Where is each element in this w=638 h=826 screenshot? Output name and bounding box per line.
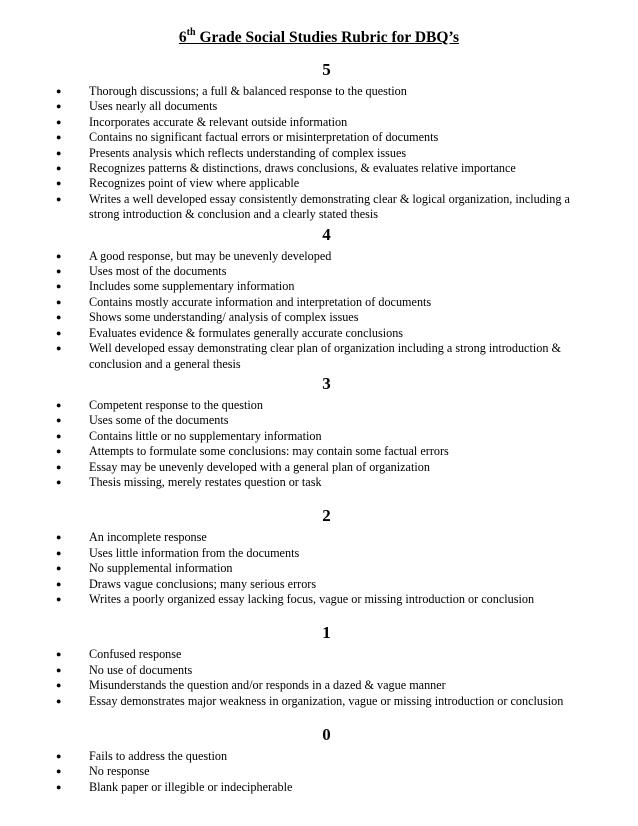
bullet-icon [56, 429, 64, 444]
criteria-item [50, 130, 585, 145]
bullet-icon [56, 530, 64, 545]
criteria-text: Recognizes patterns & distinctions, draws conclusions, & evaluates relative importance [89, 161, 516, 176]
criteria-item [50, 577, 585, 592]
bullet-icon [56, 592, 64, 607]
criteria-item [50, 460, 585, 475]
criteria-item [50, 295, 585, 310]
bullet-icon [56, 99, 64, 114]
criteria-text: No response [89, 764, 150, 779]
criteria-list-4 [50, 249, 585, 372]
criteria-text: Recognizes point of view where applicable [89, 176, 300, 191]
criteria-text: No supplemental information [89, 561, 233, 576]
bullet-icon [56, 115, 64, 130]
criteria-text: Writes a well developed essay consistently demonstrating clear & logical organization, including a strong introduction & conclusion and a clearly stated thesis [89, 191, 570, 222]
criteria-text: Fails to address the question [89, 749, 228, 763]
criteria-list-0 [50, 749, 585, 795]
criteria-item [50, 694, 585, 709]
bullet-icon [56, 192, 64, 207]
bullet-icon [56, 678, 64, 693]
bullet-icon [56, 279, 64, 294]
criteria-item [50, 678, 585, 693]
criteria-item [50, 99, 585, 114]
criteria-text: Presents analysis which reflects understanding of complex issues [89, 145, 407, 160]
bullet-icon [56, 146, 64, 161]
criteria-item [50, 264, 585, 279]
criteria-text: Incorporates accurate & relevant outside information [89, 114, 348, 129]
bullet-icon [56, 84, 64, 99]
title-superscript: th [186, 27, 196, 38]
criteria-text: Evaluates evidence & formulates generally accurate conclusions [89, 325, 404, 340]
bullet-icon [56, 546, 64, 561]
criteria-text: Misunderstands the question and/or responds in a dazed & vague manner [89, 678, 446, 693]
criteria-item [50, 84, 585, 99]
criteria-item [50, 146, 585, 161]
criteria-item [50, 663, 585, 678]
bullet-icon [56, 561, 64, 576]
score-heading-0: 0 [322, 725, 331, 744]
bullet-icon [56, 764, 64, 779]
bullet-icon [56, 326, 64, 341]
title-prefix: 6 [178, 29, 187, 46]
criteria-item [50, 429, 585, 444]
score-heading-4: 4 [322, 224, 331, 244]
criteria-item [50, 341, 585, 372]
criteria-item [50, 647, 585, 662]
bullet-icon [56, 249, 64, 264]
criteria-item [50, 310, 585, 325]
score-heading-1: 1 [322, 623, 331, 643]
criteria-item [50, 398, 585, 413]
title-rest: Grade Social Studies Rubric for DBQ’s [195, 29, 460, 46]
criteria-item [50, 546, 585, 561]
criteria-text: Draws vague conclusions; many serious errors [89, 576, 317, 591]
bullet-icon [56, 130, 64, 145]
score-heading-3: 3 [322, 373, 331, 393]
criteria-text: Confused response [89, 647, 182, 662]
bullet-icon [56, 749, 64, 764]
bullet-icon [56, 475, 64, 490]
criteria-text: Includes some supplementary information [89, 279, 295, 294]
bullet-icon [56, 310, 64, 325]
bullet-icon [56, 398, 64, 413]
bullet-icon [56, 176, 64, 191]
criteria-item [50, 326, 585, 341]
criteria-item [50, 530, 585, 545]
bullet-icon [56, 647, 64, 662]
criteria-text: Thorough discussions; a full & balanced response to the question [89, 84, 407, 98]
criteria-item [50, 444, 585, 459]
criteria-item [50, 176, 585, 191]
criteria-list-3 [50, 398, 585, 490]
criteria-item [50, 764, 585, 779]
criteria-text: No use of documents [89, 662, 193, 677]
criteria-text: Contains mostly accurate information and interpretation of documents [89, 294, 432, 309]
bullet-icon [56, 577, 64, 592]
page-title [0, 28, 638, 48]
criteria-text: Essay demonstrates major weakness in organization, vague or missing introduction or conclusion [89, 693, 564, 708]
bullet-icon [56, 780, 64, 795]
criteria-item [50, 749, 585, 764]
criteria-text: Uses most of the documents [89, 264, 227, 279]
criteria-item [50, 780, 585, 795]
criteria-text: Uses little information from the documents [89, 545, 300, 560]
criteria-item [50, 192, 585, 223]
bullet-icon [56, 264, 64, 279]
score-heading-2: 2 [322, 506, 331, 526]
criteria-text: Writes a poorly organized essay lacking focus, vague or missing introduction or conclusion [89, 591, 535, 606]
score-heading-5: 5 [322, 60, 331, 79]
criteria-text: Competent response to the question [89, 397, 263, 412]
criteria-text: Uses some of the documents [89, 413, 229, 428]
criteria-item [50, 592, 585, 607]
criteria-item [50, 115, 585, 130]
criteria-item [50, 161, 585, 176]
criteria-list-5 [50, 84, 585, 223]
criteria-text: Contains little or no supplementary information [89, 428, 322, 443]
criteria-text: Uses nearly all documents [89, 99, 218, 114]
criteria-item [50, 561, 585, 576]
bullet-icon [56, 341, 64, 356]
criteria-text: Contains no significant factual errors or misinterpretation of documents [89, 130, 439, 145]
rubric-sections [50, 58, 585, 795]
criteria-text: A good response, but may be unevenly developed [89, 248, 332, 263]
criteria-text: Well developed essay demonstrating clear plan of organization including a strong introduction & conclusion and a general thesis [89, 341, 561, 371]
criteria-text: Essay may be unevenly developed with a general plan of organization [89, 459, 430, 474]
criteria-text: An incomplete response [89, 530, 207, 545]
bullet-icon [56, 161, 64, 176]
criteria-item [50, 249, 585, 264]
criteria-item [50, 279, 585, 294]
bullet-icon [56, 444, 64, 459]
criteria-text: Blank paper or illegible or indecipherable [89, 779, 293, 794]
bullet-icon [56, 694, 64, 709]
criteria-list-2 [50, 530, 585, 607]
criteria-text: Shows some understanding/ analysis of complex issues [89, 310, 359, 325]
criteria-item [50, 413, 585, 428]
criteria-text: Attempts to formulate some conclusions: may contain some factual errors [89, 444, 449, 459]
criteria-item [50, 475, 585, 490]
bullet-icon [56, 663, 64, 678]
bullet-icon [56, 460, 64, 475]
bullet-icon [56, 295, 64, 310]
bullet-icon [56, 413, 64, 428]
criteria-list-1 [50, 647, 585, 709]
criteria-text: Thesis missing, merely restates question or task [89, 474, 322, 489]
